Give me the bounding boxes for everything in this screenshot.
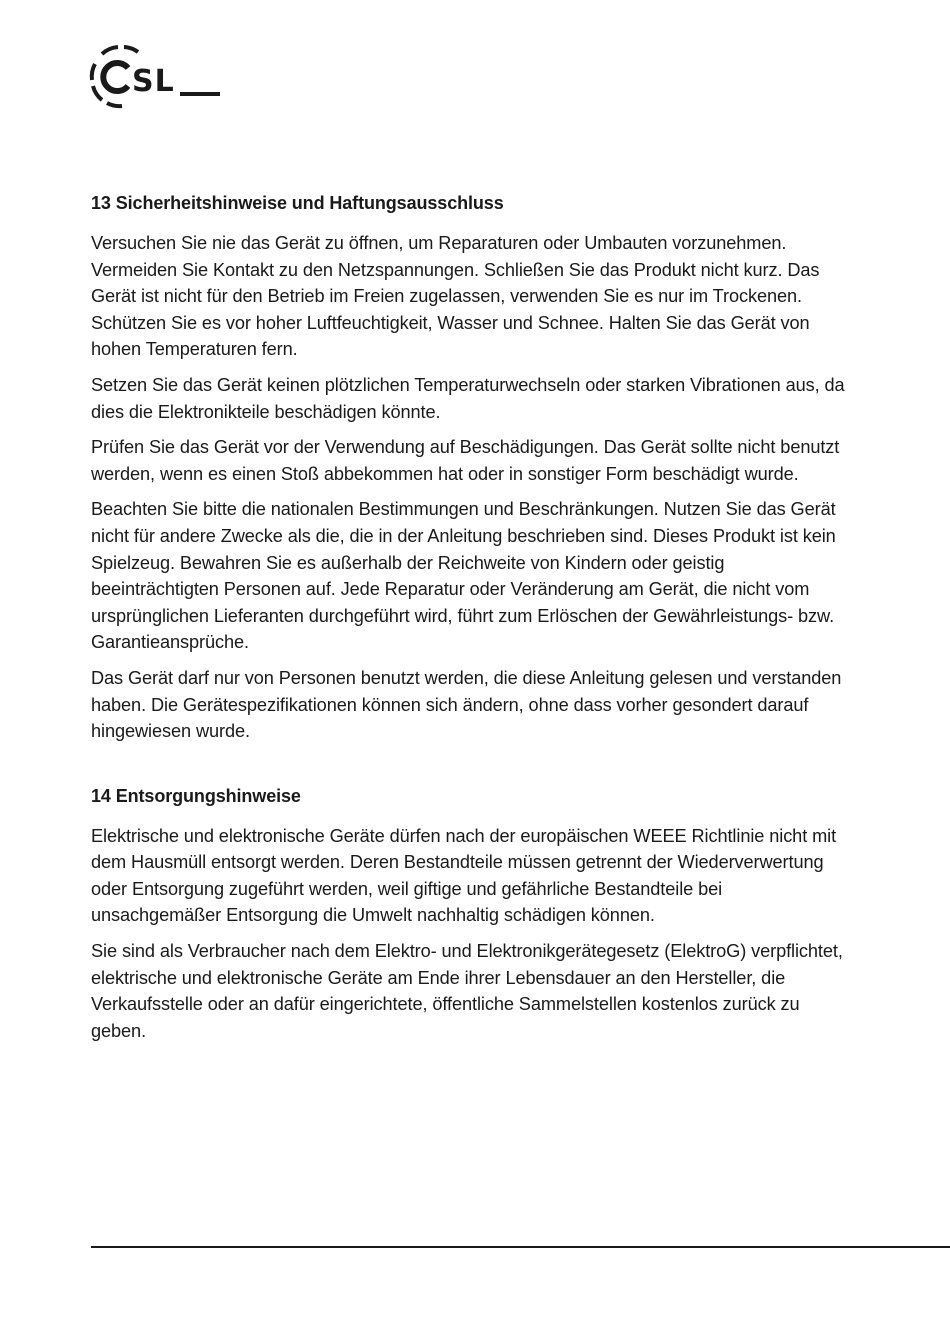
section-13-paragraph-1: Versuchen Sie nie das Gerät zu öffnen, um Reparaturen oder Umbauten vorzunehmen. Vermeiden Sie Kontakt zu den Netzspannungen. Schließen Sie das Produkt nicht kurz. Das Gerät ist nicht für den Betrieb im Freien zugelassen, verwenden Sie es nur im Trockenen. Schützen Sie es vor hoher Luftfeuchtigkeit, Wasser und Schnee. Halten Sie das Gerät von hohen Temperaturen fern. [91,233,820,360]
section-14-heading: 14 Entsorgungshinweise [91,785,301,806]
section-13-heading: 13 Sicherheitshinweise und Haftungsausschluss [91,193,504,213]
document-body [91,190,851,1053]
logo-wordmark: SL [132,64,175,99]
section-13-paragraph-5: Das Gerät darf nur von Personen benutzt werden, die diese Anleitung gelesen und verstanden haben. Die Gerätespezifikationen können sich ändern, ohne dass vorher gesondert darauf hingewiesen wurde. [91,667,842,742]
section-13-paragraph-4: Beachten Sie bitte die nationalen Bestimmungen und Beschränkungen. Nutzen Sie das Gerät nicht für andere Zwecke als die, die in der Anleitung beschrieben sind. Dieses Produkt ist kein Spielzeug. Bewahren Sie es außerhalb der Reichweite von Kindern oder geistig beeinträchtigten Personen auf. Jede Reparatur oder Veränderung am Gerät, die nicht vom ursprünglichen Lieferanten durchgeführt wird, führt zum Erlöschen der Gewährleistungs- bzw. Garantieansprüche. [91,499,836,653]
section-13-paragraph-2: Setzen Sie das Gerät keinen plötzlichen Temperaturwechseln oder starken Vibrationen aus, da dies die Elektronikteile beschädigen könnte. [91,374,845,422]
section-13-paragraph-3: Prüfen Sie das Gerät vor der Verwendung auf Beschädigungen. Das Gerät sollte nicht benutzt werden, wenn es einen Stoß abbekommen hat oder in sonstiger Form beschädigt wurde. [91,437,840,484]
section-14-paragraph-2: Sie sind als Verbraucher nach dem Elektro- und Elektronikgerätegesetz (ElektroG) verpflichtet, elektrische und elektronische Geräte am Ende ihrer Lebensdauer an den Hersteller, die Verkaufsstelle oder an dafür eingerichtete, öffentliche Sammelstellen kostenlos zurück zu geben. [91,941,843,1041]
section-14-paragraph-1: Elektrische und elektronische Geräte dürfen nach der europäischen WEEE Richtlinie nicht mit dem Hausmüll entsorgt werden. Deren Bestandteile müssen getrennt der Wiederverwertung oder Entsorgung zugeführt werden, weil giftige und gefährliche Bestandteile bei unsachgemäßer Entsorgung die Umwelt nachhaltig schädigen können. [91,825,837,926]
footer-divider [91,1246,950,1248]
csl-logo [88,42,223,110]
